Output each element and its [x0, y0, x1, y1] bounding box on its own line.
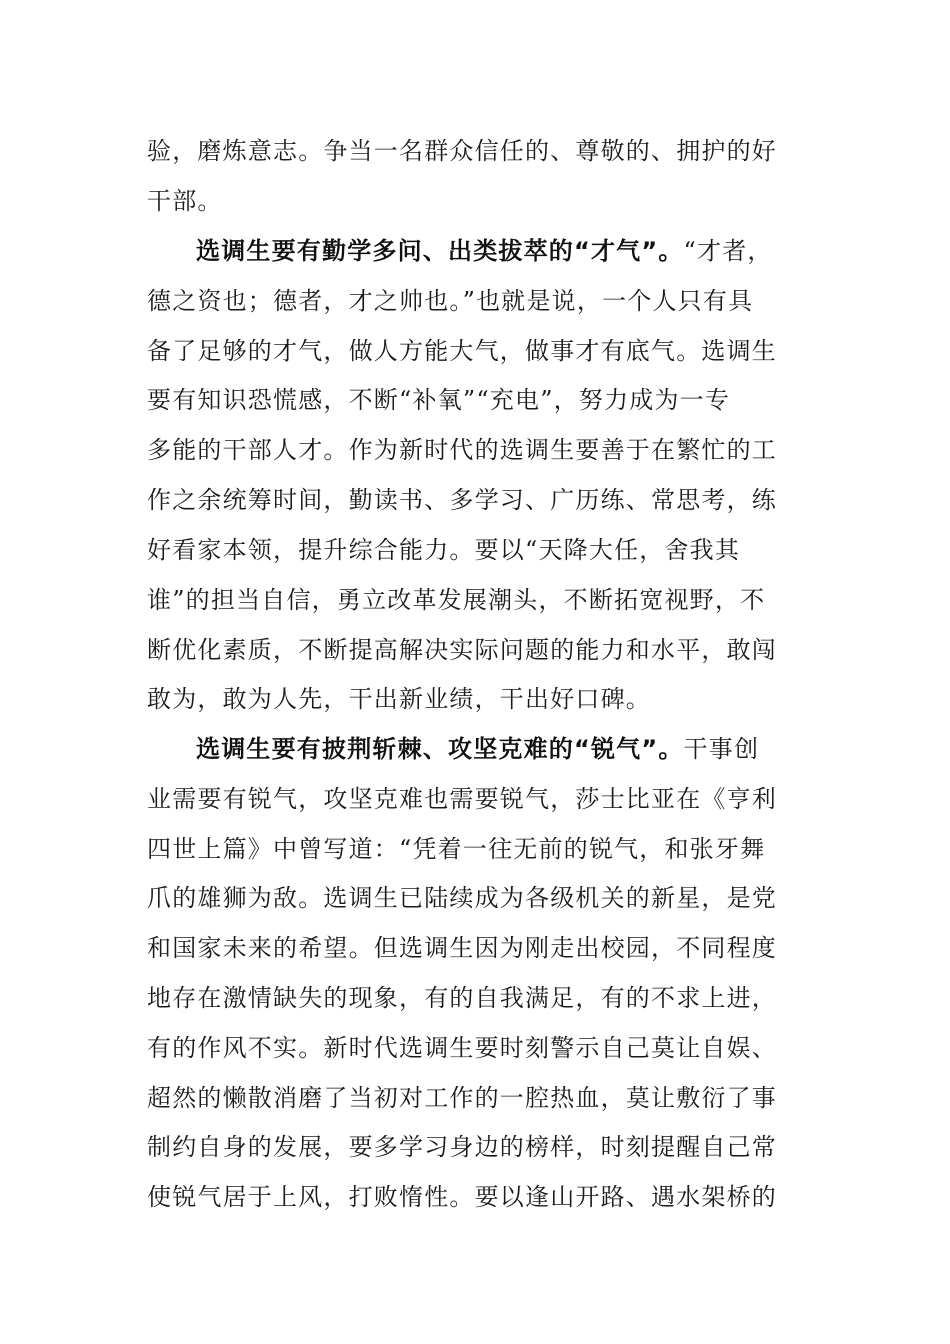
line-text: 作之余统筹时间，勤读书、多学习、广历练、常思考，练	[147, 486, 777, 514]
text-line	[147, 181, 807, 221]
text-line	[147, 878, 807, 918]
text-line	[147, 480, 807, 520]
text-line	[147, 281, 807, 321]
text-line	[147, 1028, 807, 1068]
line-text: 地存在激情缺失的现象，有的自我满足，有的不求上进，	[147, 984, 777, 1012]
bold-lead-sentence: 选调生要有勤学多问、出类拔萃的“才气”。	[196, 237, 684, 265]
line-text: 使锐气居于上风，打败惰性。要以逢山开路、遇水架桥的	[147, 1183, 777, 1211]
line-text: 好看家本领，提升综合能力。要以“天降大任，舍我其	[147, 536, 741, 564]
text-line	[147, 630, 807, 670]
line-text: 爪的雄狮为敌。选调生已陆续成为各级机关的新星，是党	[147, 884, 777, 912]
paragraph-heading-line	[196, 729, 856, 769]
text-line	[147, 331, 807, 371]
text-line	[147, 928, 807, 968]
text-line	[147, 430, 807, 470]
paragraph-heading-line	[196, 231, 856, 271]
line-text: 谁”的担当自信，勇立改革发展潮头，不断拓宽视野，不	[147, 586, 766, 614]
line-text: 断优化素质，不断提高解决实际问题的能力和水平，敢闯	[147, 636, 777, 664]
text-line	[147, 978, 807, 1018]
text-line	[147, 1177, 807, 1217]
text-line	[147, 779, 807, 819]
line-text: 超然的懒散消磨了当初对工作的一腔热血，莫让敷衍了事	[147, 1084, 777, 1112]
line-text: 验，磨炼意志。争当一名群众信任的、尊敬的、拥护的好	[147, 137, 777, 165]
text-line	[147, 1078, 807, 1118]
text-line	[147, 829, 807, 869]
line-text: 敢为，敢为人先，干出新业绩，干出好口碑。	[147, 685, 651, 713]
line-text: 干事创	[683, 735, 760, 763]
line-text: 四世上篇》中曾写道：“凭着一往无前的锐气，和张牙舞	[147, 835, 766, 863]
line-text: 制约自身的发展，要多学习身边的榜样，时刻提醒自己常	[147, 1133, 777, 1161]
text-line	[147, 580, 807, 620]
line-text: 业需要有锐气，攻坚克难也需要锐气，莎士比亚在《亨利	[147, 785, 777, 813]
bold-lead-sentence: 选调生要有披荆斩棘、攻坚克难的“锐气”。	[196, 735, 684, 763]
text-line	[147, 679, 807, 719]
text-line	[147, 131, 807, 171]
text-line	[147, 530, 807, 570]
line-text: 干部。	[147, 187, 223, 215]
text-line	[147, 380, 807, 420]
line-text: 备了足够的才气，做人方能大气，做事才有底气。选调生	[147, 337, 777, 365]
line-text: 要有知识恐慌感，不断“补氧”“充电”，努力成为一专	[147, 386, 731, 414]
line-text: 有的作风不实。新时代选调生要时刻警示自己莫让自娱、	[147, 1034, 777, 1062]
line-text: “才者，	[683, 237, 773, 265]
line-text: 德之资也；德者，才之帅也。”也就是说，一个人只有具	[147, 287, 754, 315]
text-line	[147, 1127, 807, 1167]
line-text: 和国家未来的希望。但选调生因为刚走出校园，不同程度	[147, 934, 777, 962]
line-text: 多能的干部人才。作为新时代的选调生要善于在繁忙的工	[147, 436, 777, 464]
